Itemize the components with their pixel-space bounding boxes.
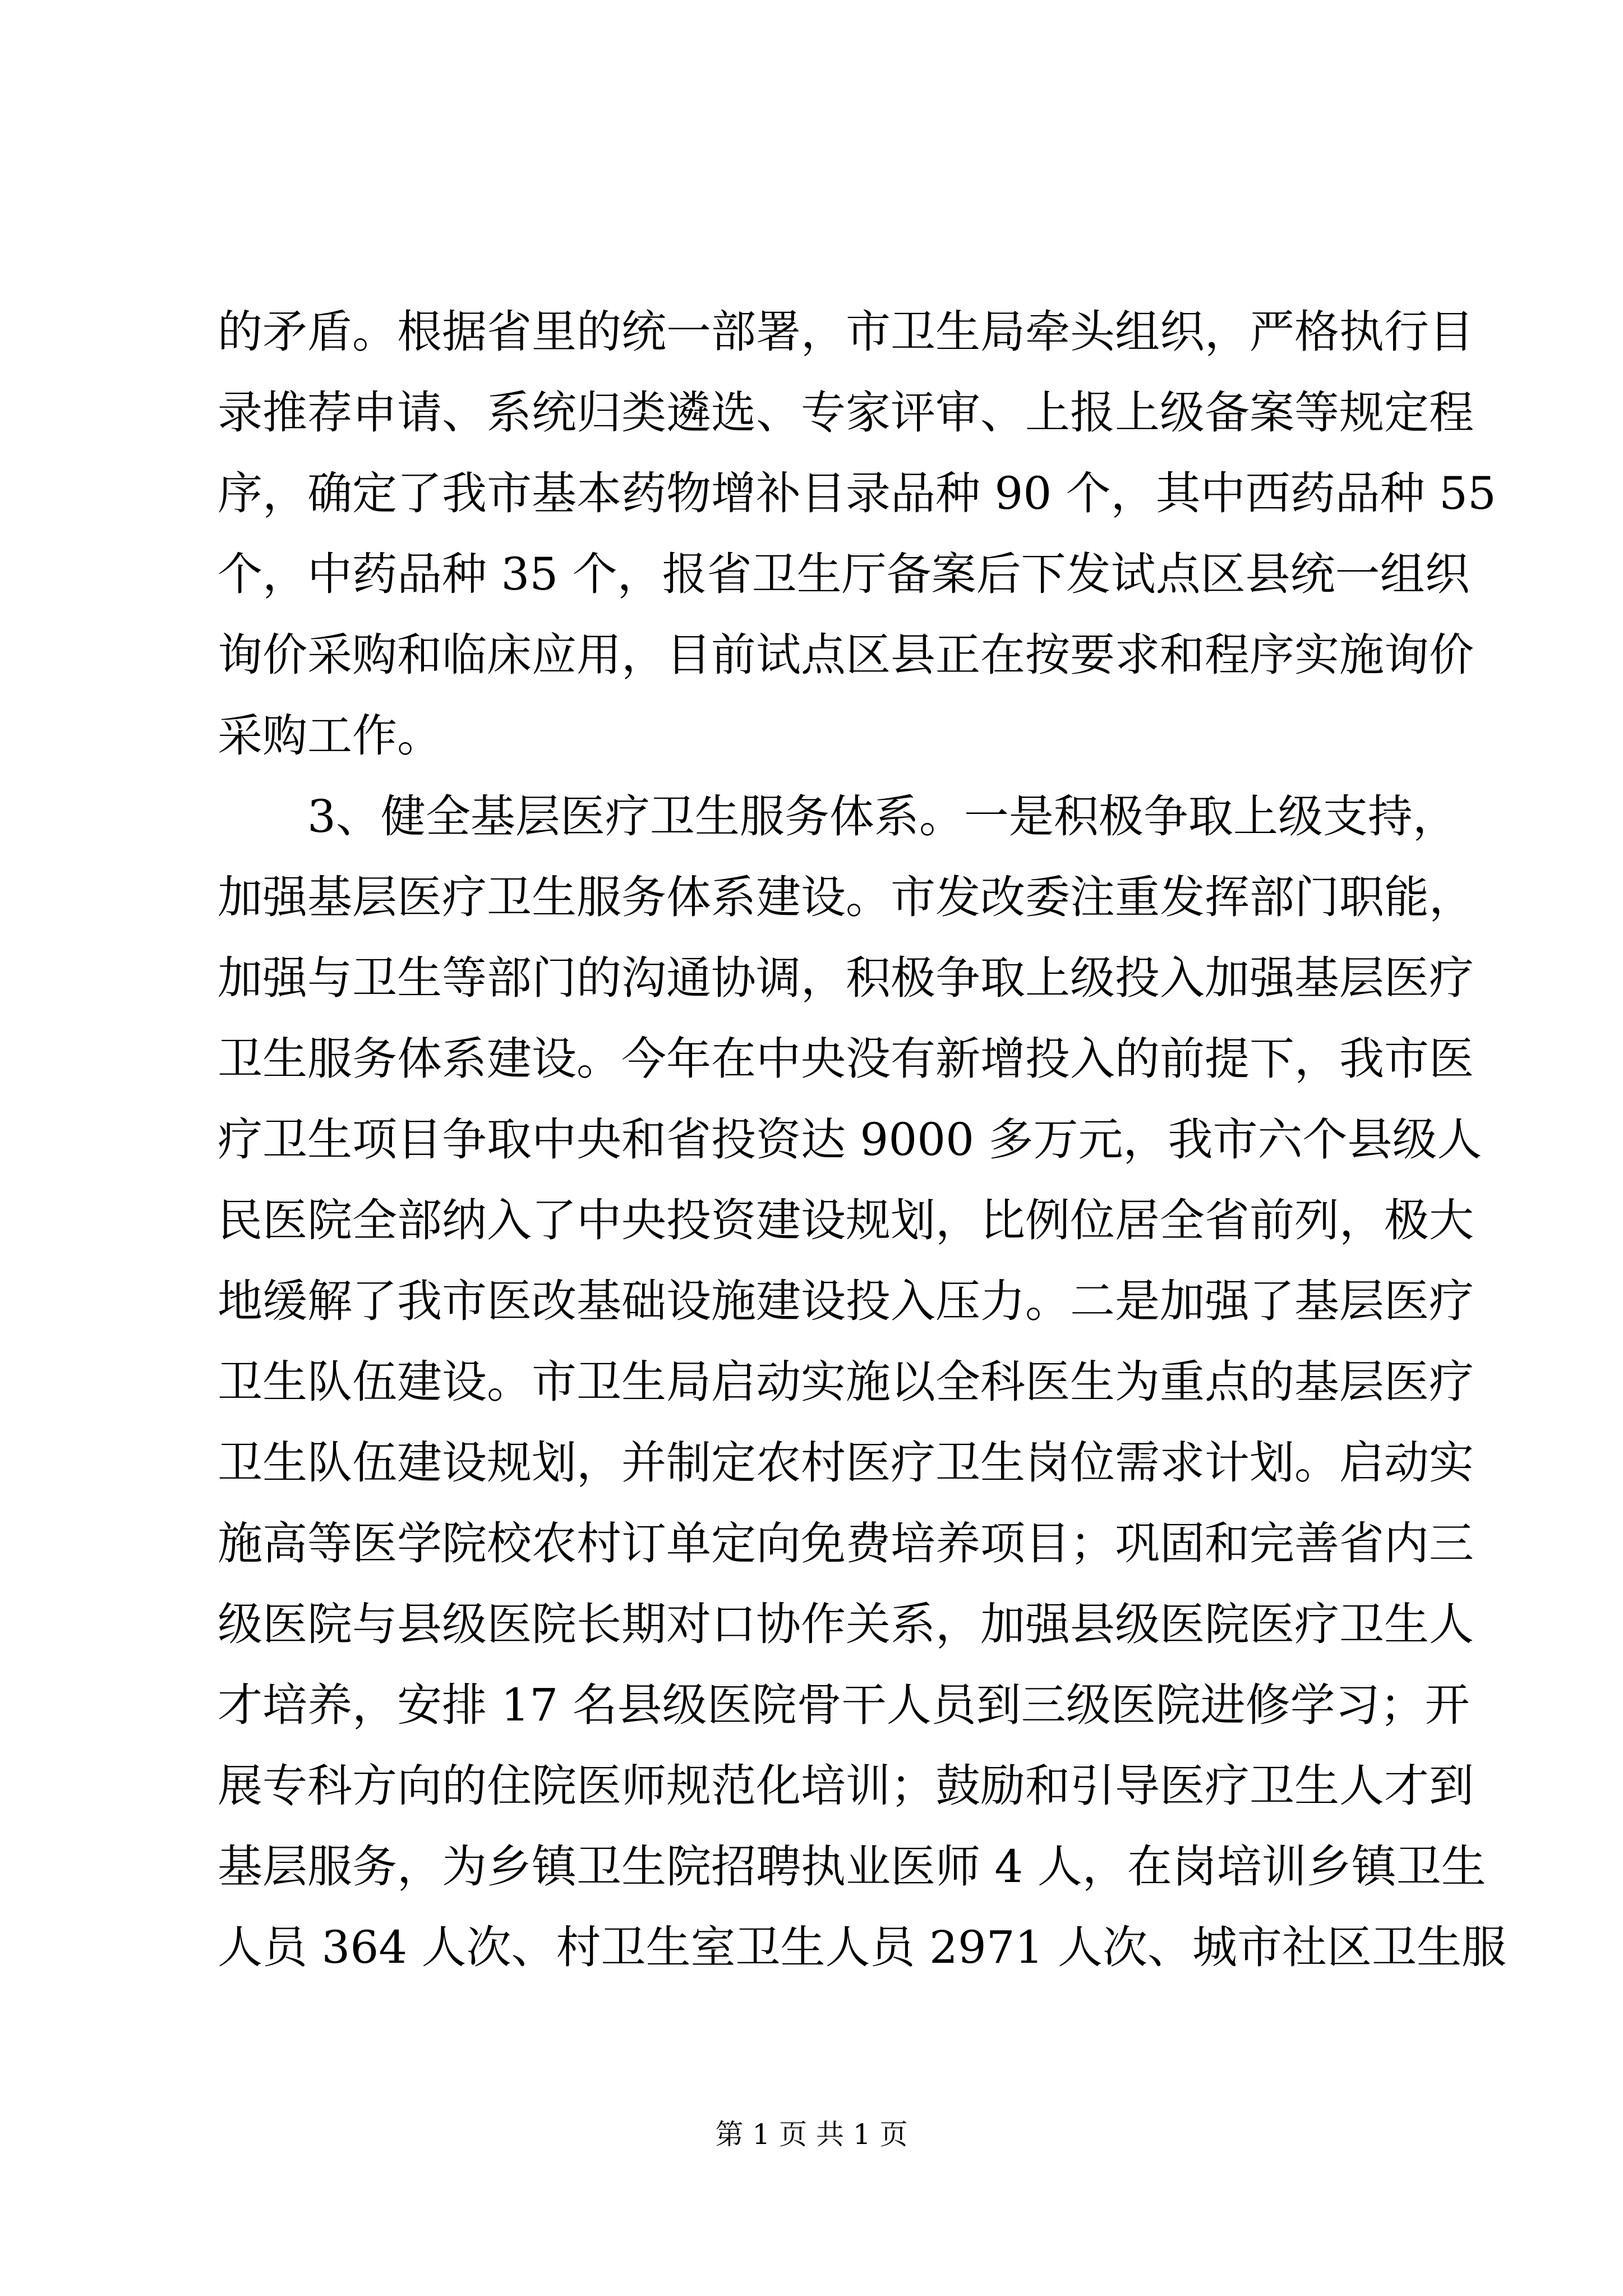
- text-line: 基层服务，为乡镇卫生院招聘执业医师 4 人，在岗培训乡镇卫生: [218, 1841, 1486, 1893]
- text-line: 个，中药品种 35 个，报省卫生厅备案后下发试点区县统一组织: [218, 548, 1470, 600]
- text-line: 才培养，安排 17 名县级医院骨干人员到三级医院进修学习；开: [218, 1679, 1470, 1731]
- text-line: 3、健全基层医疗卫生服务体系。一是积极争取上级支持，: [218, 790, 1458, 843]
- text-line: 加强基层医疗卫生服务体系建设。市发改委注重发挥部门职能，: [218, 871, 1474, 923]
- text-line: 施高等医学院校农村订单定向免费培养项目；巩固和完善省内三: [218, 1517, 1474, 1570]
- body-text: [218, 292, 1507, 1988]
- text-line: 卫生队伍建设规划，并制定农村医疗卫生岗位需求计划。启动实: [218, 1437, 1474, 1489]
- text-line: 的矛盾。根据省里的统一部署，市卫生局牵头组织，严格执行目: [218, 306, 1474, 358]
- text-line: 人员 364 人次、村卫生室卫生人员 2971 人次、城市社区卫生服: [218, 1921, 1507, 1973]
- text-line: 卫生服务体系建设。今年在中央没有新增投入的前提下，我市医: [218, 1033, 1474, 1085]
- text-line: 疗卫生项目争取中央和省投资达 9000 多万元，我市六个县级人: [218, 1114, 1482, 1166]
- text-line: 民医院全部纳入了中央投资建设规划，比例位居全省前列，极大: [218, 1194, 1474, 1246]
- text-line: 采购工作。: [218, 710, 442, 762]
- text-line: 展专科方向的住院医师规范化培训；鼓励和引导医疗卫生人才到: [218, 1760, 1474, 1812]
- text-line: 卫生队伍建设。市卫生局启动实施以全科医生为重点的基层医疗: [218, 1356, 1474, 1408]
- text-line: 询价采购和临床应用，目前试点区县正在按要求和程序实施询价: [218, 629, 1474, 681]
- text-line: 加强与卫生等部门的沟通协调，积极争取上级投入加强基层医疗: [218, 952, 1474, 1004]
- text-line: 级医院与县级医院长期对口协作关系，加强县级医院医疗卫生人: [218, 1598, 1474, 1650]
- text-line: 录推荐申请、系统归类遴选、专家评审、上报上级备案等规定程: [218, 386, 1474, 439]
- page-footer: 第 1 页 共 1 页: [715, 2118, 908, 2151]
- text-line: 地缓解了我市医改基础设施建设投入压力。二是加强了基层医疗: [218, 1275, 1474, 1327]
- text-line: 序，确定了我市基本药物增补目录品种 90 个，其中西药品种 55: [218, 467, 1496, 519]
